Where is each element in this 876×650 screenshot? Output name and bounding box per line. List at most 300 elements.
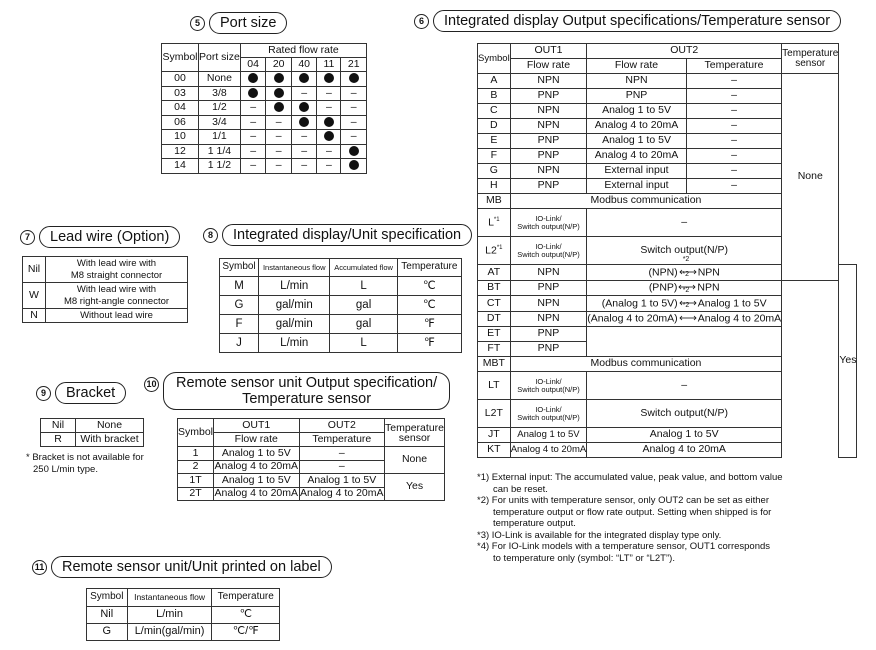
integ-cell: Analog 1 to 5V xyxy=(587,134,687,149)
integ-cell: NPN xyxy=(510,164,587,179)
port-size-value: 3/4 xyxy=(199,115,241,130)
integ-cell: – xyxy=(686,74,781,89)
flow-col-header: 04 xyxy=(240,58,266,72)
footnote xyxy=(477,541,857,564)
port-h-symbol: Symbol xyxy=(162,44,199,72)
table-row xyxy=(162,115,367,130)
integ-cell: External input xyxy=(587,164,687,179)
integ-iolink xyxy=(510,400,587,428)
label-cell: L/min xyxy=(127,607,212,624)
port-symbol: 10 xyxy=(162,130,199,145)
table-row xyxy=(178,474,445,488)
integ-h-symbol: Symbol xyxy=(478,44,511,74)
label-cell: Nil xyxy=(87,607,128,624)
integ-symbol: DT xyxy=(478,311,511,327)
section-number-7: 7 xyxy=(20,230,35,245)
integ-cell: PNP xyxy=(510,149,587,164)
integ-cell: – xyxy=(686,89,781,104)
table-row xyxy=(162,72,367,87)
available-dot-icon xyxy=(291,115,317,130)
remote-cell: 2T xyxy=(178,487,214,501)
label-cell: G xyxy=(87,624,128,641)
integ-symbol: CT xyxy=(478,296,511,312)
footnote xyxy=(477,530,857,542)
integ-symbol-l2 xyxy=(478,237,511,265)
label-cell: ℃ xyxy=(212,607,280,624)
integ-temp-none: None xyxy=(782,74,839,281)
not-available-mark: – xyxy=(317,159,341,174)
integ-cell: External input xyxy=(587,179,687,194)
label-table xyxy=(86,588,280,641)
out2-temp-value: (Analog 1 to 5V) xyxy=(601,296,678,309)
table-row xyxy=(478,372,857,400)
integ-out1: PNP xyxy=(510,280,587,296)
integ-out2: Analog 1 to 5V xyxy=(587,428,782,443)
footnote-continuation: to temperature only (symbol: “LT” or “L2T”). xyxy=(493,552,675,564)
remote-temp-yes: Yes xyxy=(385,474,445,501)
integ-symbol: AT xyxy=(478,265,511,281)
integ-h-temperature: Temperature xyxy=(686,59,781,74)
bidirectional-arrow-icon xyxy=(678,302,698,324)
not-available-mark: – xyxy=(266,130,292,145)
not-available-mark: – xyxy=(341,115,367,130)
footnote-text: *2) For units with temperature sensor, only OUT2 can be set as either xyxy=(477,495,769,506)
not-available-mark: – xyxy=(291,86,317,101)
footnote-ref: *2 xyxy=(682,271,690,279)
section-number-10: 10 xyxy=(144,377,159,392)
integ-cell: – xyxy=(686,104,781,119)
integ-cell: A xyxy=(478,74,511,89)
lead-symbol: Nil xyxy=(23,257,46,283)
table-row xyxy=(23,309,188,323)
unit-cell: gal xyxy=(330,296,397,315)
integ-cell: PNP xyxy=(587,89,687,104)
table-row xyxy=(162,130,367,145)
available-dot-icon xyxy=(317,115,341,130)
unit-spec-header xyxy=(203,224,472,246)
integ-switch-output: Switch output(N/P) xyxy=(587,400,782,428)
integ-out1: NPN xyxy=(510,265,587,281)
footnotes xyxy=(477,472,857,564)
remote-cell: Analog 4 to 20mA xyxy=(214,460,299,473)
unit-col-header: Accumulated flow xyxy=(330,259,397,277)
table-row xyxy=(162,101,367,116)
integ-out1: Analog 1 to 5V xyxy=(510,428,587,443)
label-header xyxy=(32,556,332,578)
available-dot-icon xyxy=(240,86,266,101)
table-row xyxy=(478,280,857,296)
integ-symbol-mb: MB xyxy=(478,194,511,209)
integ-cell: H xyxy=(478,179,511,194)
lead-desc-line1: With lead wire with xyxy=(76,257,157,269)
integ-out1: NPN xyxy=(510,311,587,327)
unit-col-header: Instantaneous flow xyxy=(259,259,330,277)
integ-cell: – xyxy=(686,119,781,134)
bracket-description: None xyxy=(76,419,144,433)
table-row xyxy=(220,296,462,315)
integ-switch-output: Switch output(N/P) xyxy=(587,237,782,265)
integrated-output-title: Integrated display Output specifications/Temperature sensor xyxy=(433,10,841,32)
unit-cell: L/min xyxy=(259,277,330,296)
footnote-ref: *2 xyxy=(682,286,690,294)
label-col-header: Instantaneous flow xyxy=(127,589,212,607)
integ-cell: NPN xyxy=(587,74,687,89)
integ-iolink xyxy=(510,209,587,237)
unit-cell: G xyxy=(220,296,259,315)
table-row xyxy=(478,443,857,458)
unit-spec-table xyxy=(219,258,462,353)
integ-cell: – xyxy=(686,164,781,179)
port-h-rated: Rated flow rate xyxy=(240,44,366,58)
not-available-mark: – xyxy=(341,130,367,145)
integ-h-flow1: Flow rate xyxy=(510,59,587,74)
integ-symbol-mbt: MBT xyxy=(478,357,511,372)
table-row xyxy=(23,283,188,309)
lead-symbol: N xyxy=(23,309,46,323)
lead-wire-table xyxy=(22,256,188,323)
remote-output-header xyxy=(144,372,450,410)
section-number-9: 9 xyxy=(36,386,51,401)
table-row xyxy=(162,159,367,174)
available-dot-icon xyxy=(341,72,367,87)
lead-description xyxy=(46,309,188,323)
not-available-mark: – xyxy=(266,159,292,174)
footnote-text: *3) IO-Link is available for the integrated display type only. xyxy=(477,529,722,541)
integ-out1: PNP xyxy=(510,327,587,342)
footnote-ref: *1 xyxy=(493,216,500,223)
label-title: Remote sensor unit/Unit printed on label xyxy=(51,556,332,578)
unit-cell: L xyxy=(330,334,397,353)
out2-temp-value: (Analog 4 to 20mA) xyxy=(587,312,678,325)
integ-cell: Analog 1 to 5V xyxy=(587,104,687,119)
remote-cell: – xyxy=(299,460,385,474)
flow-col-header: 20 xyxy=(266,58,292,72)
iolink-line1: IO-Link/ xyxy=(535,213,562,223)
footnote-ref: *2 xyxy=(682,302,690,310)
label-col-header: Symbol xyxy=(87,589,128,607)
remote-h-out2: OUT2 xyxy=(299,419,385,433)
table-row xyxy=(23,257,188,283)
unit-spec-header-row xyxy=(220,259,462,277)
lead-desc-line1: Without lead wire xyxy=(80,309,153,321)
filled-circle-icon xyxy=(324,131,334,141)
unit-cell: M xyxy=(220,277,259,296)
integ-symbol: KT xyxy=(478,443,511,458)
lead-wire-title: Lead wire (Option) xyxy=(39,226,180,248)
integ-cell: Analog 4 to 20mA xyxy=(587,149,687,164)
available-dot-icon xyxy=(266,72,292,87)
table-row xyxy=(478,74,857,89)
flow-col-header: 11 xyxy=(317,58,341,72)
table-row xyxy=(87,624,280,641)
integ-symbol: FT xyxy=(478,342,511,357)
bracket-note xyxy=(26,452,144,476)
available-dot-icon xyxy=(291,101,317,116)
out2-flow-value: Analog 1 to 5V xyxy=(697,296,767,309)
port-symbol: 04 xyxy=(162,101,199,116)
port-size-value: 1/1 xyxy=(199,130,241,145)
footnote-ref: *1 xyxy=(496,244,503,251)
remote-h-temperature: Temperature xyxy=(299,433,385,447)
port-size-value: 3/8 xyxy=(199,86,241,101)
integ-cell: B xyxy=(478,89,511,104)
out2-flow-value: NPN xyxy=(697,265,720,278)
lead-desc-line1: With lead wire with xyxy=(76,283,157,295)
lead-description xyxy=(46,283,188,309)
table-row xyxy=(478,400,857,428)
integ-cell: – xyxy=(686,179,781,194)
symbol-text: L xyxy=(488,216,494,229)
not-available-mark: – xyxy=(240,130,266,145)
footnote-continuation: temperature output or flow rate output. Setting when shipped is for xyxy=(493,506,772,518)
not-available-mark: – xyxy=(317,101,341,116)
not-available-mark: – xyxy=(266,115,292,130)
port-size-header xyxy=(190,12,287,34)
integ-symbol: JT xyxy=(478,428,511,443)
unit-cell: F xyxy=(220,315,259,334)
bracket-title: Bracket xyxy=(55,382,126,404)
label-col-header: Temperature xyxy=(212,589,280,607)
port-symbol: 06 xyxy=(162,115,199,130)
bracket-note-line2: 250 L/min type. xyxy=(33,464,98,475)
integ-out1: NPN xyxy=(510,296,587,312)
table-row xyxy=(478,357,857,372)
unit-cell: gal xyxy=(330,315,397,334)
filled-circle-icon xyxy=(248,73,258,83)
filled-circle-icon xyxy=(248,88,258,98)
port-symbol: 00 xyxy=(162,72,199,87)
footnote-text: *1) External input: The accumulated value, peak value, and bottom value xyxy=(477,472,783,483)
not-available-mark: – xyxy=(317,86,341,101)
unit-col-header: Temperature xyxy=(397,259,461,277)
integ-cell: PNP xyxy=(510,89,587,104)
integ-h-out1: OUT1 xyxy=(510,44,587,59)
table-row xyxy=(220,277,462,296)
symbol-text: L2 xyxy=(485,244,497,257)
integrated-output-table xyxy=(477,43,857,458)
available-dot-icon xyxy=(317,72,341,87)
remote-cell: Analog 4 to 20mA xyxy=(300,487,384,500)
unit-col-header: Symbol xyxy=(220,259,259,277)
integ-cell: NPN xyxy=(510,119,587,134)
table-row xyxy=(478,428,857,443)
available-dot-icon xyxy=(317,130,341,145)
integ-dash: – xyxy=(587,372,782,400)
table-row xyxy=(41,433,144,447)
integ-symbol-l xyxy=(478,209,511,237)
section-number-6: 6 xyxy=(414,14,429,29)
unit-cell: J xyxy=(220,334,259,353)
remote-h-flow: Flow rate xyxy=(214,433,300,447)
label-cell: ℃/℉ xyxy=(212,624,280,641)
table-row xyxy=(220,334,462,353)
filled-circle-icon xyxy=(349,146,359,156)
remote-cell: 1 xyxy=(178,447,214,461)
filled-circle-icon xyxy=(324,117,334,127)
integ-blank xyxy=(587,327,782,357)
integ-cell: PNP xyxy=(510,179,587,194)
port-symbol: 12 xyxy=(162,144,199,159)
integ-symbol: BT xyxy=(478,280,511,296)
out2-flow-value: NPN xyxy=(697,281,720,294)
integ-cell: E xyxy=(478,134,511,149)
available-dot-icon xyxy=(341,159,367,174)
integ-symbol-lt: LT xyxy=(478,372,511,400)
unit-spec-title: Integrated display/Unit specification xyxy=(222,224,472,246)
remote-cell: Analog 4 to 20mA xyxy=(214,487,299,500)
iolink-line1: IO-Link/ xyxy=(535,404,562,414)
bracket-symbol: Nil xyxy=(41,419,76,433)
unit-cell: ℃ xyxy=(397,296,461,315)
filled-circle-icon xyxy=(349,160,359,170)
integ-out1: Analog 4 to 20mA xyxy=(510,443,587,458)
integ-symbol-l2t: L2T xyxy=(478,400,511,428)
integ-cell: G xyxy=(478,164,511,179)
lead-description xyxy=(46,257,188,283)
integ-cell: Analog 4 to 20mA xyxy=(587,119,687,134)
lead-desc-line2: M8 straight connector xyxy=(70,269,163,281)
table-row xyxy=(478,327,857,342)
not-available-mark: – xyxy=(291,159,317,174)
footnote-continuation: can be reset. xyxy=(493,483,548,495)
iolink-line2: Switch output(N/P) xyxy=(517,249,580,259)
port-size-title: Port size xyxy=(209,12,287,34)
filled-circle-icon xyxy=(274,73,284,83)
available-dot-icon xyxy=(266,86,292,101)
unit-cell: gal/min xyxy=(259,296,330,315)
flow-col-header: 40 xyxy=(291,58,317,72)
not-available-mark: – xyxy=(317,144,341,159)
iolink-line2: Switch output(N/P) xyxy=(517,384,580,394)
filled-circle-icon xyxy=(299,117,309,127)
remote-cell: Analog 1 to 5V xyxy=(214,474,300,488)
port-symbol: 14 xyxy=(162,159,199,174)
table-row xyxy=(41,419,144,433)
table-row xyxy=(162,144,367,159)
section-number-5: 5 xyxy=(190,16,205,31)
bracket-note-line1: * Bracket is not available for xyxy=(26,452,144,463)
table-row xyxy=(178,447,445,461)
table-row xyxy=(220,315,462,334)
port-size-value: None xyxy=(199,72,241,87)
remote-cell: – xyxy=(299,447,385,461)
unit-cell: L/min xyxy=(259,334,330,353)
table-row xyxy=(478,296,857,312)
out2-temp-value: (NPN) xyxy=(648,265,678,278)
iolink-line2: Switch output(N/P) xyxy=(517,412,580,422)
unit-cell: ℃ xyxy=(397,277,461,296)
not-available-mark: – xyxy=(291,130,317,145)
filled-circle-icon xyxy=(299,73,309,83)
port-symbol: 03 xyxy=(162,86,199,101)
integ-cell: – xyxy=(686,149,781,164)
filled-circle-icon xyxy=(349,73,359,83)
flow-col-header: 21 xyxy=(341,58,367,72)
remote-h-symbol: Symbol xyxy=(178,419,214,447)
filled-circle-icon xyxy=(324,73,334,83)
integ-iolink xyxy=(510,372,587,400)
section-number-8: 8 xyxy=(203,228,218,243)
remote-h-temp: Temperature sensor xyxy=(385,419,445,447)
integ-h-flow2: Flow rate xyxy=(587,59,687,74)
out2-flow-value: Analog 4 to 20mA xyxy=(697,312,782,325)
integ-h-out2: OUT2 xyxy=(587,44,782,59)
iolink-line2: Switch output(N/P) xyxy=(517,221,580,231)
port-size-value: 1 1/2 xyxy=(199,159,241,174)
integ-symbol: ET xyxy=(478,327,511,342)
out2-temp-value: (PNP) xyxy=(648,281,678,294)
iolink-line1: IO-Link/ xyxy=(535,376,562,386)
filled-circle-icon xyxy=(274,88,284,98)
remote-temp-none: None xyxy=(385,447,445,474)
unit-cell: ℉ xyxy=(397,334,461,353)
lead-symbol: W xyxy=(23,283,46,309)
port-h-port: Port size xyxy=(199,44,241,72)
unit-cell: ℉ xyxy=(397,315,461,334)
available-dot-icon xyxy=(240,72,266,87)
lead-wire-header xyxy=(20,226,180,248)
available-dot-icon xyxy=(291,72,317,87)
integ-out2: Analog 4 to 20mA xyxy=(587,443,782,458)
integ-temp-yes: Yes xyxy=(839,265,857,458)
not-available-mark: – xyxy=(240,115,266,130)
port-size-value: 1 1/4 xyxy=(199,144,241,159)
table-row xyxy=(87,607,280,624)
available-dot-icon xyxy=(341,144,367,159)
integrated-output-header xyxy=(414,10,841,32)
port-size-table xyxy=(161,43,367,174)
remote-h-out1: OUT1 xyxy=(214,419,300,433)
label-header-row xyxy=(87,589,280,607)
table-row xyxy=(478,311,857,327)
integ-cell: PNP xyxy=(510,134,587,149)
not-available-mark: – xyxy=(341,86,367,101)
bracket-table xyxy=(40,418,144,447)
not-available-mark: – xyxy=(341,101,367,116)
remote-output-table xyxy=(177,418,445,501)
bracket-header xyxy=(36,382,126,404)
remote-output-title: Remote sensor unit Output specification/ Temperature sensor xyxy=(163,372,450,410)
integ-dash: – xyxy=(587,209,782,237)
integ-cell: D xyxy=(478,119,511,134)
iolink-line1: IO-Link/ xyxy=(535,241,562,251)
footnote-continuation: temperature output. xyxy=(493,518,576,529)
port-size-value: 1/2 xyxy=(199,101,241,116)
footnote xyxy=(477,472,857,495)
unit-cell: L xyxy=(330,277,397,296)
integ-cell: NPN xyxy=(510,104,587,119)
not-available-mark: – xyxy=(266,144,292,159)
not-available-mark: – xyxy=(291,144,317,159)
remote-cell: Analog 1 to 5V xyxy=(299,474,385,488)
not-available-mark: – xyxy=(240,144,266,159)
integ-out1: PNP xyxy=(510,342,587,357)
bracket-symbol: R xyxy=(41,433,76,447)
not-available-mark: – xyxy=(240,101,266,116)
footnote-ref: *2 xyxy=(682,255,690,263)
remote-cell: 1T xyxy=(178,474,214,488)
integ-cell: C xyxy=(478,104,511,119)
not-available-mark: – xyxy=(240,159,266,174)
integ-cell: F xyxy=(478,149,511,164)
integ-iolink xyxy=(510,237,587,265)
footnote-text: *4) For IO-Link models with a temperature sensor, OUT1 corresponds xyxy=(477,541,771,552)
lead-desc-line2: M8 right-angle connector xyxy=(63,295,170,307)
bracket-description: With bracket xyxy=(76,433,144,447)
footnote xyxy=(477,495,857,530)
section-number-11: 11 xyxy=(32,560,47,575)
integ-cell: NPN xyxy=(510,74,587,89)
